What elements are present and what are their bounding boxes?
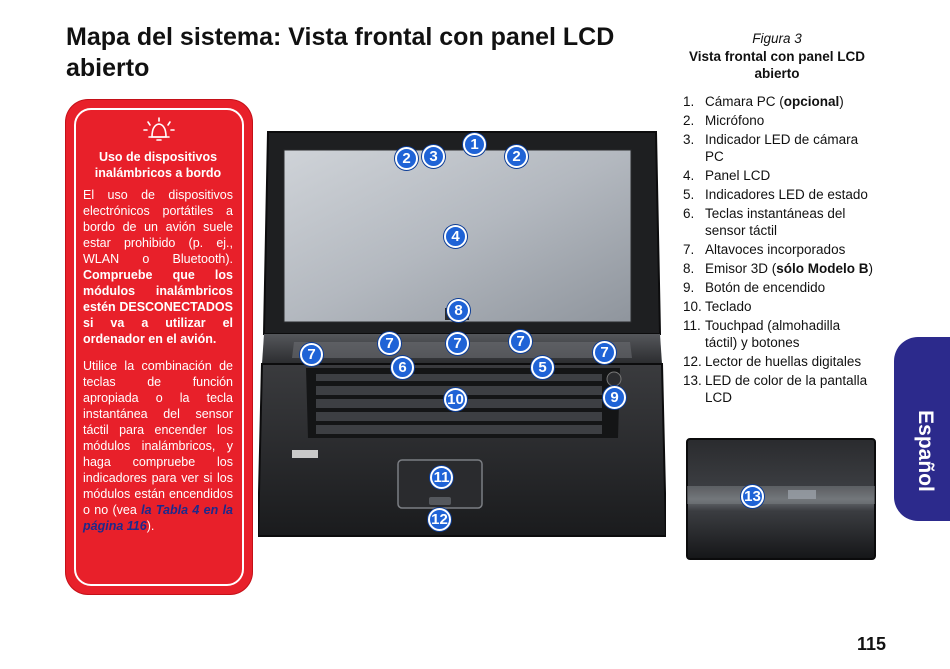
marker-3: 3 [422, 145, 445, 168]
page-title: Mapa del sistema: Vista frontal con panel LCD abierto [66, 23, 615, 82]
legend-list [683, 93, 873, 408]
legend-item [683, 317, 873, 351]
marker-11: 11 [430, 466, 453, 489]
legend-number: 1. [683, 94, 695, 109]
legend-item [683, 298, 873, 315]
legend-text: Teclado [705, 299, 752, 314]
warning-paragraph-1 [83, 187, 233, 347]
warning-heading: Uso de dispositivos inalámbricos a bordo [94, 150, 222, 180]
legend-number: 11. [683, 318, 701, 333]
table-reference-link[interactable]: la Tabla 4 en la página 116 [83, 503, 233, 533]
legend-text: Lector de huellas digitales [705, 354, 862, 369]
language-tab-label: Español [914, 410, 937, 492]
legend-text: Botón de encendido [705, 280, 826, 295]
airplane-wireless-warning-icon [142, 117, 176, 143]
legend-item [683, 93, 873, 110]
legend-number: 2. [683, 113, 695, 128]
legend-number: 10. [683, 299, 702, 314]
legend-text-after: ) [839, 94, 844, 109]
legend-item [683, 279, 873, 296]
marker-1: 1 [463, 133, 486, 156]
legend-item [683, 112, 873, 129]
legend-text: Panel LCD [705, 168, 771, 183]
warning-body [83, 187, 233, 545]
figure-title: Vista frontal con panel LCD abierto [688, 49, 866, 81]
marker-12: 12 [428, 508, 451, 531]
legend-item [683, 241, 873, 258]
legend-item [683, 186, 873, 203]
legend-number: 9. [683, 280, 695, 295]
legend-item [683, 205, 873, 239]
marker-6: 6 [391, 356, 414, 379]
legend-number: 12. [683, 354, 702, 369]
legend-text: Indicadores LED de estado [705, 187, 868, 202]
marker-7: 7 [378, 332, 401, 355]
marker-8: 8 [447, 299, 470, 322]
warning-paragraph-2 [83, 358, 233, 534]
marker-2: 2 [395, 147, 418, 170]
marker-7: 7 [509, 330, 532, 353]
legend-number: 7. [683, 242, 695, 257]
warning-text-end: ). [146, 519, 155, 533]
legend-item [683, 131, 873, 165]
warning-text: El uso de dispositivos electrónicos portátiles a bordo de un avión suele estar prohibido (p. ej., WLAN o Bluetooth). [83, 188, 233, 266]
legend-text: Micrófono [705, 113, 765, 128]
laptop-front-view-image [258, 128, 666, 540]
legend-number: 5. [683, 187, 695, 202]
marker-5: 5 [531, 356, 554, 379]
legend-text: Indicador LED de cámara PC [705, 132, 859, 164]
legend-text: Emisor 3D ( [705, 261, 777, 276]
marker-9: 9 [603, 386, 626, 409]
page-number: 115 [856, 634, 886, 654]
warning-box [66, 100, 252, 594]
legend-number: 8. [683, 261, 695, 276]
legend-number: 13. [683, 373, 702, 388]
legend-number: 3. [683, 132, 695, 147]
legend-item [683, 167, 873, 184]
closed-lid-image [686, 438, 876, 560]
warning-emphasis: Compruebe que los módulos inalámbricos estén DESCONECTADOS si va a utilizar el ordenador en el avión. [83, 268, 233, 346]
marker-7: 7 [300, 343, 323, 366]
marker-13: 13 [741, 485, 764, 508]
figure-label: Figura 3 [752, 31, 802, 46]
legend-number: 6. [683, 206, 695, 221]
legend-item [683, 372, 873, 406]
legend-number: 4. [683, 168, 695, 183]
legend-text-bold: sólo Modelo B [776, 261, 869, 276]
marker-7: 7 [446, 332, 469, 355]
language-tab[interactable] [894, 337, 950, 521]
legend-item [683, 353, 873, 370]
marker-7: 7 [593, 341, 616, 364]
legend-text: Touchpad (almohadilla táctil) y botones [705, 318, 841, 350]
legend-text: Cámara PC ( [705, 94, 784, 109]
marker-4: 4 [444, 225, 467, 248]
legend-item [683, 260, 873, 277]
marker-10: 10 [444, 388, 467, 411]
legend-text: LED de color de la pantalla LCD [705, 373, 868, 405]
legend-text-bold: opcional [783, 94, 840, 109]
lid-illustration [686, 438, 876, 560]
legend-text-after: ) [868, 261, 874, 276]
marker-2: 2 [505, 145, 528, 168]
legend-text: Altavoces incorporados [705, 242, 846, 257]
legend-text: Teclas instantáneas del sensor táctil [705, 206, 846, 238]
warning-text: Utilice la combinación de teclas de función apropiada o la tecla instantánea del sensor táctil para encender los módulos inalámbricos, y haga compruebe los indicadores para ver si los módulos están encendidos o no (vea [83, 359, 233, 517]
